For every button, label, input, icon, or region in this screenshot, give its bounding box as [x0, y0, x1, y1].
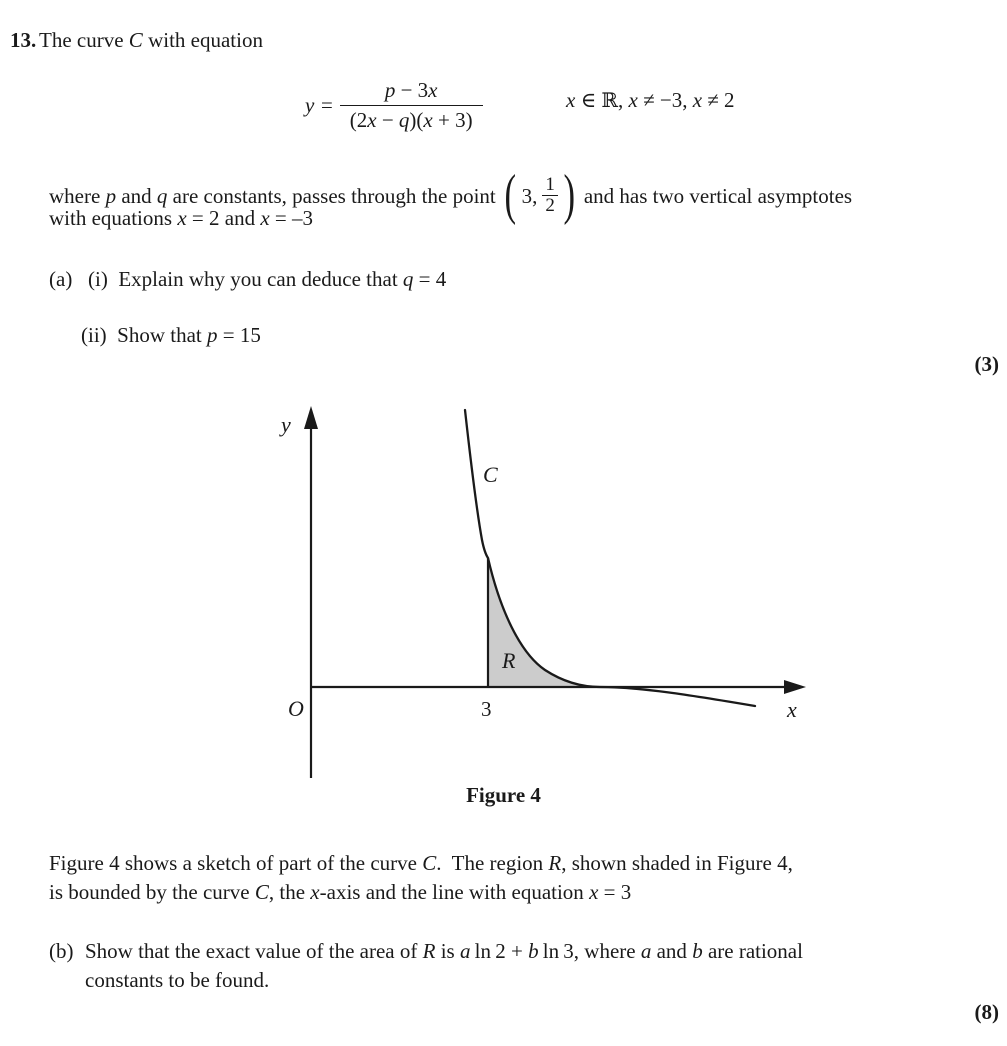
domain-exclusion-2-var: x — [692, 88, 703, 112]
curve-symbol-C: C — [128, 28, 143, 52]
description-line-2: is bounded by the curve C, the x-axis and the line with equation x = 3 — [49, 880, 632, 904]
equation-domain: x ∈ ℝ, x ≠ −3, x ≠ 2 — [566, 88, 735, 112]
region-label-R: R — [502, 648, 516, 673]
origin-label-O: O — [288, 696, 304, 721]
figure-4-graphic — [0, 395, 1007, 795]
part-b-line-1: Show that the exact value of the area of R is a ln 2 + b ln 3, where a and b are rational — [85, 939, 803, 963]
point-close-paren: ) — [563, 164, 576, 227]
equation-lhs: y = — [305, 93, 334, 117]
intro-after: with equation — [142, 28, 263, 52]
where-clause-line-2: with equations x = 2 and x = –3 — [49, 206, 313, 230]
marks-part-b: (8) — [974, 1000, 999, 1024]
intro-before: The curve — [39, 28, 129, 52]
point-open-paren: ( — [504, 164, 517, 227]
figure-4-svg — [0, 395, 1007, 795]
where-text-after: and has two vertical asymptotes — [578, 183, 853, 208]
equation-fraction — [340, 78, 483, 133]
description-line-1: Figure 4 shows a sketch of part of the curve C. The region R, shown shaded in Figure 4, — [49, 851, 793, 875]
x-axis-arrowhead — [784, 680, 806, 694]
part-a-item-i: (i) Explain why you can deduce that q = 4 — [88, 267, 447, 291]
figure-caption: Figure 4 — [466, 783, 541, 807]
point-coordinates — [520, 176, 560, 217]
x-axis-label: x — [787, 697, 797, 722]
question-number: 13. — [10, 28, 37, 52]
marks-part-a: (3) — [974, 352, 999, 376]
real-numbers-symbol: ℝ — [601, 88, 618, 112]
point-y-fraction — [542, 175, 558, 216]
part-a-label: (a) — [49, 267, 73, 291]
question-intro-text — [39, 30, 263, 51]
y-axis-label: y — [281, 412, 291, 437]
domain-variable: x — [566, 88, 576, 112]
part-b-line-2: constants to be found. — [85, 968, 270, 992]
y-axis-arrowhead — [304, 406, 318, 429]
x-axis-tick-label-3: 3 — [481, 697, 492, 721]
point-y-numerator: 1 — [545, 174, 555, 195]
displayed-equation — [305, 78, 483, 133]
point-x-value: 3, — [521, 183, 538, 208]
domain-exclusion-1-var: x — [628, 88, 638, 112]
fraction-denominator: (2x − q)(x + 3) — [349, 108, 473, 132]
curve-label-C: C — [483, 462, 498, 487]
part-b-label: (b) — [49, 939, 74, 963]
where-text-before: where p and q are constants, passes through the point — [49, 183, 501, 208]
part-a-item-ii: (ii) Show that p = 15 — [81, 323, 261, 347]
fraction-numerator: p − 3x — [384, 78, 438, 102]
point-y-denominator: 2 — [545, 194, 555, 216]
